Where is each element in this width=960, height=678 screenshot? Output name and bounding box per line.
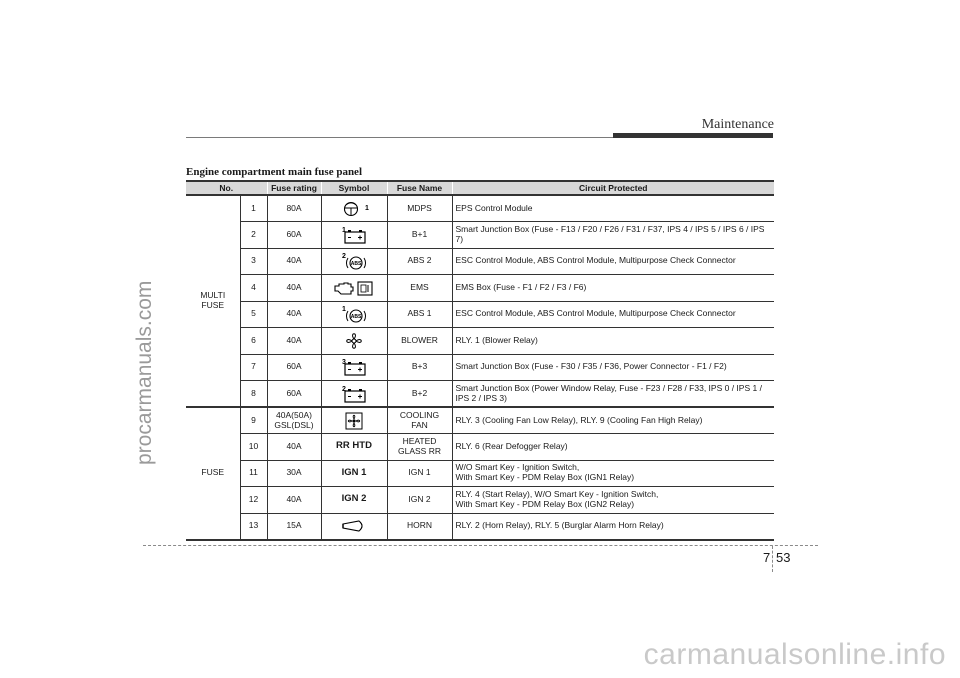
cell-no: 12	[240, 487, 267, 514]
table-row	[186, 513, 774, 540]
cell-symbol	[321, 460, 387, 487]
svg-text:2: 2	[342, 253, 346, 261]
header-accent-bar	[613, 133, 773, 138]
cell-circuit: RLY. 3 (Cooling Fan Low Relay), RLY. 9 (Cooling Fan High Relay)	[452, 407, 774, 434]
fuse-table	[186, 180, 774, 541]
page-subtitle: Engine compartment main fuse panel	[186, 166, 362, 178]
svg-text:ABS: ABS	[350, 261, 362, 268]
svg-text:3: 3	[342, 359, 346, 367]
cell-rating: 40A(50A) GSL(DSL)	[267, 407, 321, 434]
abs-icon	[322, 304, 387, 324]
cell-rating: 60A	[267, 354, 321, 381]
cell-symbol	[321, 301, 387, 328]
cell-rating: 40A	[267, 328, 321, 355]
cell-fuse-name: BLOWER	[387, 328, 452, 355]
cell-fuse-name: IGN 1	[387, 460, 452, 487]
cell-no: 7	[240, 354, 267, 381]
table-row	[186, 381, 774, 408]
cell-no: 11	[240, 460, 267, 487]
cell-symbol	[321, 354, 387, 381]
cell-symbol	[321, 434, 387, 461]
cooling-fan-icon	[322, 410, 387, 432]
cell-no: 3	[240, 248, 267, 275]
group-label-multi-fuse: MULTI FUSE	[186, 195, 240, 407]
cell-circuit: EMS Box (Fuse - F1 / F2 / F3 / F6)	[452, 275, 774, 302]
fuse-table-body	[186, 195, 774, 540]
cell-circuit: ESC Control Module, ABS Control Module, Multipurpose Check Connector	[452, 248, 774, 275]
engine-ems-icon	[322, 278, 387, 298]
cell-symbol	[321, 248, 387, 275]
cell-rating: 40A	[267, 275, 321, 302]
cell-symbol	[321, 222, 387, 249]
table-row	[186, 248, 774, 275]
symbol-label: RR HTD	[336, 440, 372, 452]
cell-fuse-name: ABS 2	[387, 248, 452, 275]
table-header-row	[186, 181, 774, 195]
cell-circuit: Smart Junction Box (Fuse - F30 / F35 / F36, Power Connector - F1 / F2)	[452, 354, 774, 381]
horn-icon	[322, 516, 387, 536]
cell-no: 8	[240, 381, 267, 408]
side-watermark-text: procarmanuals.com	[133, 280, 156, 465]
cell-fuse-name: IGN 2	[387, 487, 452, 514]
blower-fan-icon	[322, 330, 387, 352]
abs-icon	[322, 251, 387, 271]
table-row	[186, 460, 774, 487]
cell-symbol	[321, 195, 387, 222]
cell-rating: 30A	[267, 460, 321, 487]
header-symbol: Symbol	[321, 181, 387, 195]
cell-rating: 40A	[267, 248, 321, 275]
cell-no: 9	[240, 407, 267, 434]
cell-no: 1	[240, 195, 267, 222]
cell-fuse-name: HORN	[387, 513, 452, 540]
cell-fuse-name: B+2	[387, 381, 452, 408]
cell-circuit: RLY. 1 (Blower Relay)	[452, 328, 774, 355]
cell-rating: 40A	[267, 487, 321, 514]
group-label-fuse: FUSE	[186, 407, 240, 540]
cell-symbol	[321, 275, 387, 302]
page-number-value: 53	[776, 550, 791, 565]
section-title: Maintenance	[701, 117, 774, 132]
header-fuse-rating: Fuse rating	[267, 181, 321, 195]
symbol-label: IGN 1	[341, 466, 367, 478]
cell-fuse-name: EMS	[387, 275, 452, 302]
cell-fuse-name: HEATED GLASS RR	[387, 434, 452, 461]
header-no: No.	[186, 181, 267, 195]
cell-symbol	[321, 328, 387, 355]
cell-symbol	[321, 381, 387, 408]
cell-symbol	[321, 487, 387, 514]
chapter-number: 7	[763, 550, 771, 565]
page-number-divider	[772, 546, 773, 572]
cell-symbol	[321, 513, 387, 540]
cell-circuit: RLY. 2 (Horn Relay), RLY. 5 (Burglar Alarm Horn Relay)	[452, 513, 774, 540]
cell-rating: 80A	[267, 195, 321, 222]
symbol-label: IGN 2	[341, 493, 367, 505]
svg-text:1: 1	[342, 226, 346, 234]
cell-no: 13	[240, 513, 267, 540]
cell-circuit: ESC Control Module, ABS Control Module, Multipurpose Check Connector	[452, 301, 774, 328]
cell-no: 4	[240, 275, 267, 302]
cell-fuse-name: B+1	[387, 222, 452, 249]
cell-symbol	[321, 407, 387, 434]
table-row	[186, 354, 774, 381]
cell-circuit: RLY. 6 (Rear Defogger Relay)	[452, 434, 774, 461]
table-row	[186, 407, 774, 434]
svg-text:1: 1	[342, 306, 346, 314]
table-row	[186, 328, 774, 355]
cell-fuse-name: ABS 1	[387, 301, 452, 328]
cell-circuit: W/O Smart Key - Ignition Switch, With Smart Key - PDM Relay Box (IGN1 Relay)	[452, 460, 774, 487]
mdps-steering-icon	[322, 199, 387, 219]
cell-rating: 40A	[267, 301, 321, 328]
svg-text:1: 1	[365, 204, 369, 212]
cell-rating: 15A	[267, 513, 321, 540]
cell-no: 6	[240, 328, 267, 355]
cell-no: 10	[240, 434, 267, 461]
cell-circuit: RLY. 4 (Start Relay), W/O Smart Key - Ignition Switch, With Smart Key - PDM Relay Box (IGN2 Relay)	[452, 487, 774, 514]
cell-no: 5	[240, 301, 267, 328]
header-circuit-protected: Circuit Protected	[452, 181, 774, 195]
cell-fuse-name: COOLING FAN	[387, 407, 452, 434]
cell-circuit: EPS Control Module	[452, 195, 774, 222]
cell-rating: 60A	[267, 222, 321, 249]
battery-icon	[322, 384, 387, 404]
cell-rating: 40A	[267, 434, 321, 461]
cell-no: 2	[240, 222, 267, 249]
cell-circuit: Smart Junction Box (Power Window Relay, Fuse - F23 / F28 / F33, IPS 0 / IPS 1 / IPS 2 / IPS 3)	[452, 381, 774, 408]
cell-fuse-name: B+3	[387, 354, 452, 381]
header-fuse-name: Fuse Name	[387, 181, 452, 195]
table-row	[186, 487, 774, 514]
battery-icon	[322, 357, 387, 377]
cell-circuit: Smart Junction Box (Fuse - F13 / F20 / F26 / F31 / F37, IPS 4 / IPS 5 / IPS 6 / IPS 7)	[452, 222, 774, 249]
table-row	[186, 275, 774, 302]
footer-rule	[143, 545, 818, 546]
battery-icon	[322, 225, 387, 245]
table-row	[186, 195, 774, 222]
cell-rating: 60A	[267, 381, 321, 408]
cell-fuse-name: MDPS	[387, 195, 452, 222]
svg-text:2: 2	[342, 385, 346, 393]
table-row	[186, 222, 774, 249]
table-row	[186, 434, 774, 461]
table-row	[186, 301, 774, 328]
svg-text:ABS: ABS	[350, 314, 362, 321]
bottom-watermark: carmanualsonline.info	[643, 638, 946, 671]
